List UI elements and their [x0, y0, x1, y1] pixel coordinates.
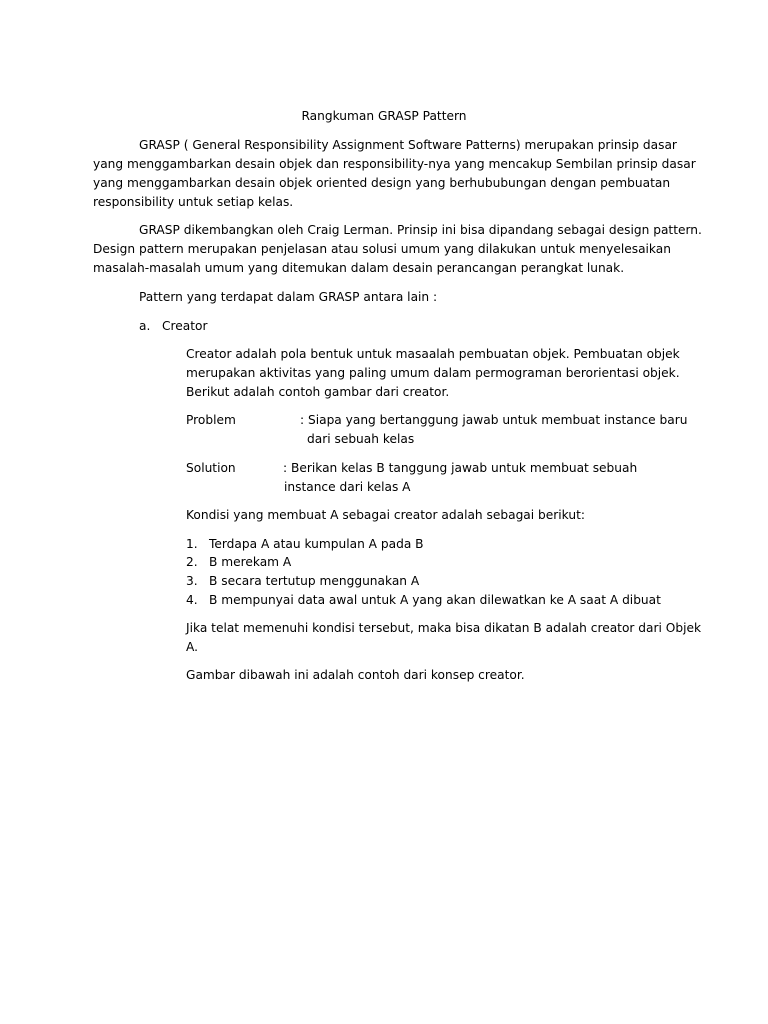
patterns-intro: Pattern yang terdapat dalam GRASP antara lain :	[139, 290, 438, 304]
intro-line: responsibility untuk setiap kelas.	[93, 195, 294, 209]
solution-text: instance dari kelas A	[284, 480, 411, 494]
section-heading: Creator	[162, 319, 208, 333]
conditions-intro: Kondisi yang membuat A sebagai creator adalah sebagai berikut:	[186, 508, 585, 522]
list-item: B secara tertutup menggunakan A	[209, 574, 420, 588]
figure-caption: Gambar dibawah ini adalah contoh dari konsep creator.	[186, 668, 525, 682]
description-line: Berikut adalah contoh gambar dari creator.	[186, 385, 450, 399]
description-line: merupakan aktivitas yang paling umum dalam permograman berorientasi objek.	[186, 366, 680, 380]
solution-text: : Berikan kelas B tanggung jawab untuk membuat sebuah	[283, 461, 638, 475]
history-line: masalah-masalah umum yang ditemukan dalam desain perancangan perangkat lunak.	[93, 261, 625, 275]
conclusion-line: A.	[186, 640, 198, 654]
history-line: Design pattern merupakan penjelasan atau solusi umum yang dilakukan untuk menyelesaikan	[93, 242, 671, 256]
intro-line: yang menggambarkan desain objek oriented design yang berhububungan dengan pembuatan	[93, 176, 671, 190]
problem-text: dari sebuah kelas	[307, 432, 415, 446]
list-number: 1.	[186, 537, 198, 551]
intro-line: yang menggambarkan desain objek dan responsibility-nya yang mencakup Sembilan prinsip dasar	[93, 157, 696, 171]
description-line: Creator adalah pola bentuk untuk masaalah pembuatan objek. Pembuatan objek	[186, 347, 680, 361]
list-item: B merekam A	[209, 555, 292, 569]
document-title: Rangkuman GRASP Pattern	[301, 109, 467, 123]
list-number: 3.	[186, 574, 198, 588]
intro-line: GRASP ( General Responsibility Assignment Software Patterns) merupakan prinsip dasar	[139, 138, 677, 152]
solution-label: Solution	[186, 461, 236, 475]
list-number: 2.	[186, 555, 198, 569]
problem-label: Problem	[186, 413, 236, 427]
list-item: Terdapa A atau kumpulan A pada B	[209, 537, 424, 551]
conclusion-line: Jika telat memenuhi kondisi tersebut, maka bisa dikatan B adalah creator dari Objek	[186, 621, 702, 635]
history-line: GRASP dikembangkan oleh Craig Lerman. Prinsip ini bisa dipandang sebagai design pattern.	[139, 223, 702, 237]
problem-text: : Siapa yang bertanggung jawab untuk membuat instance baru	[300, 413, 688, 427]
list-item: B mempunyai data awal untuk A yang akan dilewatkan ke A saat A dibuat	[209, 593, 661, 607]
list-number: 4.	[186, 593, 198, 607]
section-marker: a.	[139, 319, 151, 333]
